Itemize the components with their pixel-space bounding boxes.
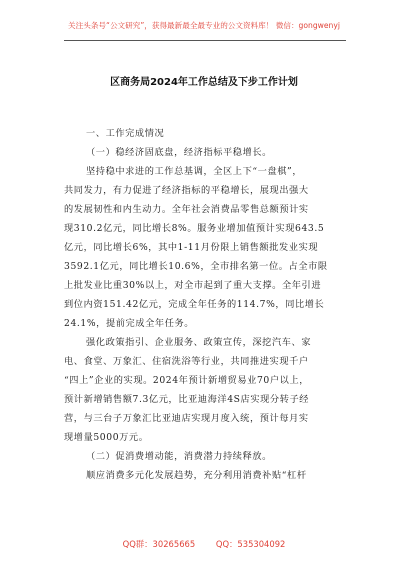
body-line: 上批发业比重30%以上，对全市起到了重大支撑。全年引进	[64, 280, 322, 291]
body-line: 的发展韧性和内生动力。全年社会消费品零售总额预计实	[64, 204, 309, 215]
header-divider	[64, 40, 346, 41]
body-line: “四上”企业的实现。2024年预计新增贸易业70户以上，	[64, 375, 310, 386]
body-line: 到位内资151.42亿元，完成全年任务的114.7%，同比增长	[64, 299, 325, 310]
body-line: 顺应消费多元化发展趋势，充分利用消费补贴“杠杆	[86, 470, 307, 481]
footer-qq-group: QQ群：30265665	[122, 539, 196, 549]
body-line: 营，与三台子万象汇比亚迪店实现月度入统，预计每月实	[64, 413, 309, 424]
body-line: （一）稳经济固底盘，经济指标平稳增长。	[86, 147, 272, 158]
footer-contact	[0, 538, 408, 550]
document-title: 区商务局2024年工作总结及下步工作计划	[110, 77, 298, 88]
body-line: （二）促消费增动能，消费潜力持续释放。	[86, 451, 272, 462]
body-line: 坚持稳中求进的工作总基调，全区上下“一盘棋”，	[86, 166, 303, 177]
body-line: 3592.1亿元，同比增长10.6%，全市排名第一位。占全市限	[64, 261, 328, 272]
header-note: 关注头条号“公文研究”，获得最新最全最专业的公文资料库！ 微信：gongwenyj	[68, 21, 340, 30]
body-line: 一、工作完成情况	[86, 128, 165, 139]
body-line: 强化政策指引、企业服务、政策宣传，深挖汽车、家	[86, 337, 312, 348]
body-line: 现增量5000万元。	[64, 432, 149, 443]
body-line: 预计新增销售额7.3亿元，比亚迪海洋4S店实现分转子经	[64, 394, 310, 405]
document-body	[64, 124, 346, 485]
body-line: 共同发力，有力促进了经济指标的平稳增长，展现出强大	[64, 185, 309, 196]
body-line: 电、食堂、万象汇、住宿洗浴等行业，共同推进实现千户	[64, 356, 309, 367]
footer-qq-number: QQ：535304092	[215, 539, 286, 549]
body-line: 亿元，同比增长6%，其中1-11月份限上销售额批发业实现	[64, 242, 319, 253]
body-line: 现310.2亿元，同比增长8%。服务业增加值预计实现643.5	[64, 223, 325, 234]
body-line: 24.1%，提前完成全年任务。	[64, 318, 195, 329]
